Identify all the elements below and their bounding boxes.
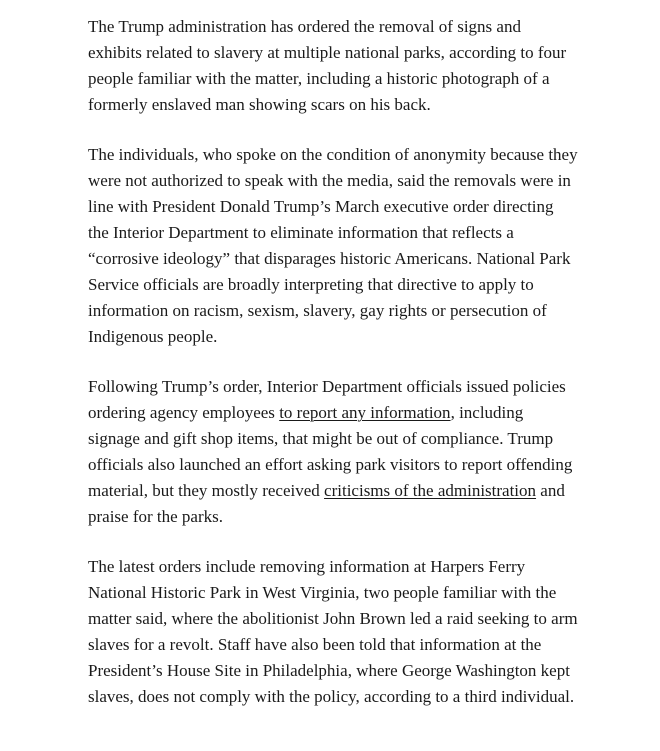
article-paragraph-2: The individuals, who spoke on the condition of anonymity because they were not authorized to speak with the media, said the removals were in line with President Donald Trump’s March executive order directing the Interior Department to eliminate information that reflects a “corrosive ideology” that disparages historic Americans. National Park Service officials are broadly interpreting that directive to apply to information on racism, sexism, slavery, gay rights or persecution of Indigenous people. (88, 145, 578, 346)
paragraph-3-text-part-1: Following Trump’s order, Interior Department officials issued policies ordering agency employees (88, 377, 566, 422)
paragraph-3-text-part-3: and praise for the parks. (88, 481, 565, 526)
criticisms-link[interactable]: criticisms of the administration (324, 481, 537, 500)
paragraph-3-text-part-2: , including signage and gift shop items, that might be out of compliance. Trump officials also launched an effort asking park visitors to report offending material, but they mostly received (88, 403, 573, 500)
report-information-link[interactable]: to report any information (279, 403, 451, 422)
article-paragraph-3 (88, 374, 578, 530)
article-paragraph-4: The latest orders include removing information at Harpers Ferry National Historic Park in West Virginia, two people familiar with the matter said, where the abolitionist John Brown led a raid seeking to arm slaves for a revolt. Staff have also been told that information at the President’s House Site in Philadelphia, where George Washington kept slaves, does not comply with the policy, according to a third individual. (88, 557, 578, 706)
article-body (88, 14, 578, 734)
article-paragraph-1: The Trump administration has ordered the removal of signs and exhibits related to slavery at multiple national parks, according to four people familiar with the matter, including a historic photograph of a formerly enslaved man showing scars on his back. (88, 17, 567, 114)
